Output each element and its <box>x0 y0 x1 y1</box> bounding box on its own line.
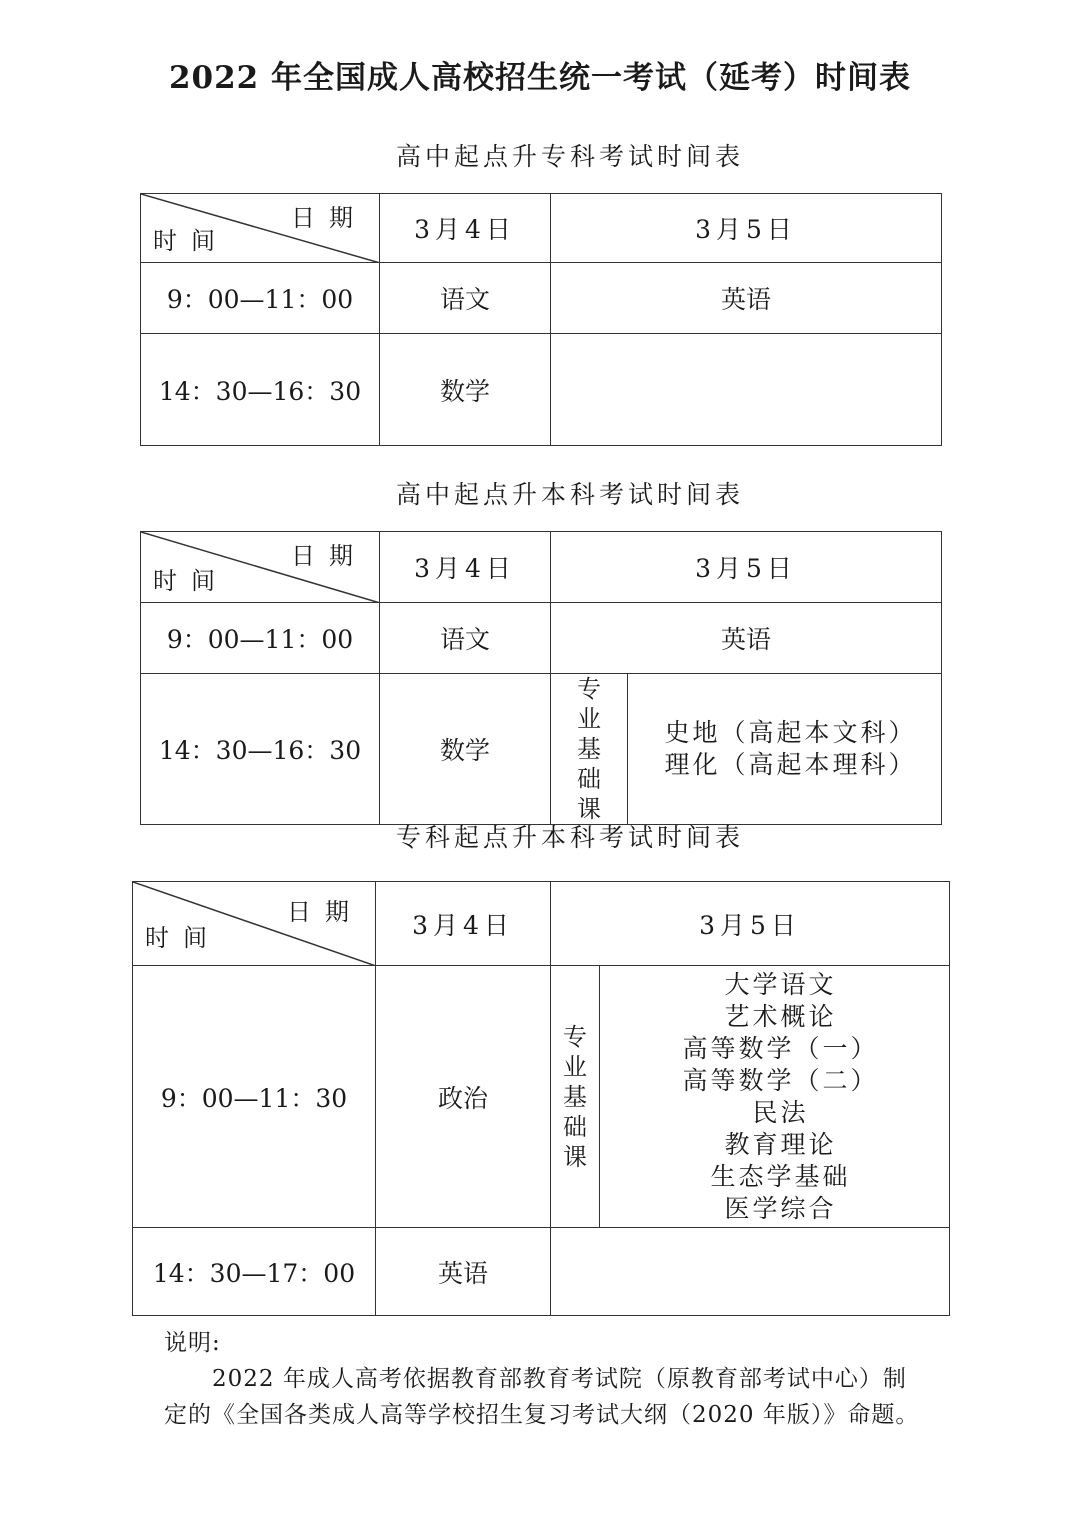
day2-subject <box>551 334 942 446</box>
time-cell: 9：00—11：30 <box>133 966 376 1228</box>
notes-label: 说明: <box>164 1330 221 1356</box>
notes-section <box>164 1325 924 1433</box>
day2-header: 3月5日 <box>551 532 942 603</box>
day1-header: 3月4日 <box>376 882 551 966</box>
time-label: 时间 <box>153 227 229 255</box>
header-diagonal-cell <box>141 194 380 263</box>
table-row <box>133 1228 950 1316</box>
section1-table <box>140 193 942 446</box>
list-item: 教育理论 <box>724 1129 837 1159</box>
day1-subject: 语文 <box>380 603 551 674</box>
day2-subject <box>551 1228 950 1316</box>
time-cell: 14：30—16：30 <box>141 674 380 825</box>
subject-category-cell <box>551 674 628 825</box>
time-label: 时间 <box>153 567 229 595</box>
subject-category-label: 专业基础课 <box>576 675 601 823</box>
day1-subject: 语文 <box>380 263 551 334</box>
date-label: 日期 <box>291 204 367 232</box>
table-row <box>133 966 950 1228</box>
time-label: 时间 <box>145 924 221 952</box>
day1-header: 3月4日 <box>380 194 551 263</box>
section1-title: 高中起点升专科考试时间表 <box>395 142 744 171</box>
list-item: 史地（高起本文科） <box>664 718 917 747</box>
day1-subject: 英语 <box>376 1228 551 1316</box>
subject-list <box>628 674 942 825</box>
table-row <box>141 334 942 446</box>
section2-title: 高中起点升本科考试时间表 <box>395 480 744 509</box>
list-item: 理化（高起本理科） <box>664 750 917 779</box>
section3-title: 专科起点升本科考试时间表 <box>395 823 744 852</box>
subject-list <box>600 966 950 1228</box>
list-item: 生态学基础 <box>710 1161 851 1191</box>
date-label: 日期 <box>291 542 367 570</box>
list-item: 医学综合 <box>724 1193 837 1223</box>
header-diagonal-cell <box>141 532 380 603</box>
day1-header: 3月4日 <box>380 532 551 603</box>
section2-table <box>140 531 942 825</box>
day1-subject: 数学 <box>380 674 551 825</box>
table-row <box>141 263 942 334</box>
section3-table <box>132 881 950 1316</box>
list-item: 民法 <box>752 1097 809 1127</box>
list-item: 大学语文 <box>724 969 837 999</box>
day2-header: 3月5日 <box>551 882 950 966</box>
time-cell: 14：30—16：30 <box>141 334 380 446</box>
header-diagonal-cell <box>133 882 376 966</box>
day2-header: 3月5日 <box>551 194 942 263</box>
time-cell: 14：30—17：00 <box>133 1228 376 1316</box>
subject-category-label: 专业基础课 <box>562 1022 587 1171</box>
subject-category-cell <box>551 966 600 1228</box>
notes-text: 2022 年成人高考依据教育部教育考试院（原教育部考试中心）制定的《全国各类成人高等学校招生复习考试大纲（2020 年版）》命题。 <box>164 1366 920 1428</box>
day1-subject: 数学 <box>380 334 551 446</box>
day1-subject: 政治 <box>376 966 551 1228</box>
day2-subject: 英语 <box>551 603 942 674</box>
list-item: 高等数学（二） <box>682 1065 879 1095</box>
table-row <box>141 674 942 825</box>
day2-subject: 英语 <box>551 263 942 334</box>
table-row <box>141 603 942 674</box>
list-item: 高等数学（一） <box>682 1033 879 1063</box>
page-title: 2022 年全国成人高校招生统一考试（延考）时间表 <box>168 60 912 96</box>
time-cell: 9：00—11：00 <box>141 603 380 674</box>
time-cell: 9：00—11：00 <box>141 263 380 334</box>
list-item: 艺术概论 <box>724 1001 837 1031</box>
date-label: 日期 <box>287 898 363 926</box>
